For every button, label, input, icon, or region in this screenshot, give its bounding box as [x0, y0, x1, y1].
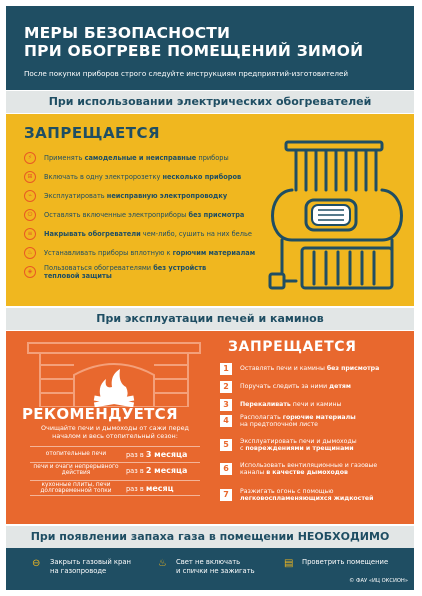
item-text-bold: неисправную электропроводку [106, 192, 228, 200]
electric-item-text [44, 154, 229, 162]
recommend-subtitle: Очищайте печи и дымоходы от сажи перед началом и весь отопительный сезон: [41, 424, 189, 440]
item-text-bold: детям [329, 383, 351, 391]
electric-item-text [44, 264, 206, 280]
electric-forbidden-heading: ЗАПРЕЩАЕТСЯ [24, 124, 161, 142]
item-text-bold: горючим материалам [172, 249, 256, 257]
item-text-line2-bold: легковоспламеняющихся жидкостей [240, 495, 374, 502]
item-text-pre: Пользоваться обогревателями [44, 264, 154, 272]
match-flame-icon: ♨ [158, 558, 167, 569]
gas-action-text [176, 558, 255, 575]
power-icon: ⏻ [24, 209, 36, 221]
stove-item-text [240, 365, 379, 373]
electric-forbidden-item [24, 207, 244, 223]
frequency-value: 3 месяца [145, 449, 188, 459]
stove-item-text [240, 401, 341, 409]
section-band-electric: При использовании электрических обогревателей [6, 91, 414, 113]
recommend-row [30, 446, 200, 461]
fireplace-icon [26, 339, 202, 407]
gas-action-item [32, 558, 131, 575]
item-text-post: чем-либо, сушить на них белье [140, 230, 252, 238]
electric-forbidden-item [24, 169, 241, 185]
recommend-stove-type: отопительные печи [45, 450, 107, 457]
stove-item-text [240, 438, 357, 453]
item-number: 4 [220, 415, 232, 427]
gas-action-text [50, 558, 131, 575]
item-text-bold: горючие материалы [282, 413, 356, 421]
bolt-icon: ⚡ [24, 152, 36, 164]
title-line-2: ПРИ ОБОГРЕВЕ ПОМЕЩЕНИЙ ЗИМОЙ [24, 42, 364, 60]
item-text-bold: несколько приборов [162, 173, 242, 181]
multi-plug-icon: ⊞ [24, 171, 36, 183]
item-text-pre: Эксплуатировать печи и дымоходы [240, 437, 357, 445]
recommend-frequency [122, 450, 200, 459]
heater-icon: ≡ [24, 228, 36, 240]
stove-item-text [240, 414, 356, 429]
stove-forbidden-item [220, 486, 373, 504]
stove-item-text [240, 462, 377, 477]
section-band-gas: При появлении запаха газа в помещении НЕОБХОДИМО [6, 526, 414, 548]
stove-item-text [240, 383, 351, 391]
electric-item-text [44, 173, 241, 181]
item-text-line2-pre: с [240, 445, 246, 452]
stoves-forbidden-heading: ЗАПРЕЩАЕТСЯ [228, 339, 357, 355]
item-text-bold: без присмотра [326, 365, 380, 373]
electric-forbidden-item [24, 245, 255, 261]
stove-item-text [240, 488, 373, 503]
gas-action-line2: на газопроводе [50, 566, 107, 575]
electric-item-text [44, 192, 227, 200]
item-text-pre: Применять [44, 154, 85, 162]
stove-forbidden-item [220, 436, 357, 454]
gas-action-line1: Закрыть газовый кран [50, 558, 131, 566]
recommend-stove-type: печи и очаги непрерывного действия [33, 463, 119, 476]
frequency-value: 2 месяца [145, 465, 188, 475]
fire-icon: ♨ [24, 247, 36, 259]
item-text-pre: Поручать следить за ними [240, 383, 330, 391]
electric-item-text [44, 211, 244, 219]
item-text-pre: Оставлять включенные электроприборы [44, 211, 189, 219]
item-number: 1 [220, 363, 232, 375]
item-text-post: приборы [196, 154, 229, 162]
gas-action-item [158, 558, 255, 575]
item-text-bold: самодельные и неисправные [84, 154, 197, 162]
item-text-pre: Устанавливать приборы вплотную к [44, 249, 173, 257]
item-text-post: печи и камины [290, 401, 342, 409]
title-line-1: МЕРЫ БЕЗОПАСНОСТИ [24, 24, 231, 42]
item-text-pre: Разжигать огонь с помощью [240, 487, 334, 495]
stove-forbidden-item [220, 360, 379, 378]
stove-forbidden-item [220, 378, 351, 396]
item-number: 2 [220, 381, 232, 393]
item-text-bold: Накрывать обогреватели [44, 230, 141, 238]
shield-icon: ◈ [24, 266, 36, 278]
section-band-stoves: При эксплуатации печей и каминов [6, 308, 414, 330]
recommend-row [30, 462, 200, 477]
item-text-bold: без устройств [153, 264, 207, 272]
electric-forbidden-item [24, 150, 229, 166]
window-icon: ▤ [284, 558, 294, 569]
frequency-pre: раз в [126, 466, 146, 475]
gas-action-line2: и спички не зажигать [176, 566, 255, 575]
electric-forbidden-item [24, 264, 206, 280]
item-text-pre: Эксплуатировать [44, 192, 107, 200]
item-text-line2-bold: в качестве дымоходов [266, 469, 348, 476]
plug-icon: ⌁ [24, 190, 36, 202]
item-text-pre: Располагать [240, 413, 283, 421]
item-text-line2: на предтопочном листе [240, 421, 318, 428]
gas-action-line1: Проветрить помещение [302, 558, 389, 566]
item-text-pre: Использовать вентиляционные и газовые [240, 461, 378, 469]
recommend-stove-type: кухонные плиты, печи долговременной топки [40, 481, 112, 494]
electric-item-text [44, 230, 252, 238]
stove-forbidden-item [220, 412, 356, 430]
heater-illustration-icon [262, 128, 410, 296]
item-text-pre: Включать в одну электророзетку [44, 173, 163, 181]
item-number: 3 [220, 399, 232, 411]
item-number: 5 [220, 439, 232, 451]
recommend-frequency [122, 484, 200, 493]
recommend-frequency [122, 466, 200, 475]
frequency-value: месяц [145, 483, 174, 493]
gas-action-text [302, 558, 388, 567]
page-title [24, 24, 363, 60]
item-number: 6 [220, 463, 232, 475]
item-text-bold: без присмотра [188, 211, 245, 219]
copyright: © ФАУ «ИЦ ОКСИОН» [349, 578, 408, 584]
frequency-pre: раз в [126, 450, 146, 459]
frequency-pre: раз в [126, 484, 146, 493]
item-text-line2-bold: повреждениями и трещинами [245, 445, 354, 452]
item-text-pre: Оставлять печи и камины [240, 365, 327, 373]
gas-action-line1: Свет не включать [176, 558, 241, 566]
recommend-row [30, 480, 200, 496]
electric-forbidden-item [24, 188, 227, 204]
electric-item-text [44, 249, 255, 257]
item-text-line2: тепловой защиты [44, 272, 112, 280]
item-text-bold: Перекаливать [240, 401, 291, 409]
page-subtitle: После покупки приборов строго следуйте инструкциям предприятий-изготовителей [24, 69, 349, 78]
gas-action-item [284, 558, 388, 570]
item-text-line2-pre: каналы [240, 469, 267, 476]
stove-forbidden-item [220, 460, 377, 478]
recommend-heading: РЕКОМЕНДУЕТСЯ [22, 405, 178, 423]
gas-valve-icon: ⊖ [32, 558, 41, 569]
item-number: 7 [220, 489, 232, 501]
electric-forbidden-item [24, 226, 252, 242]
